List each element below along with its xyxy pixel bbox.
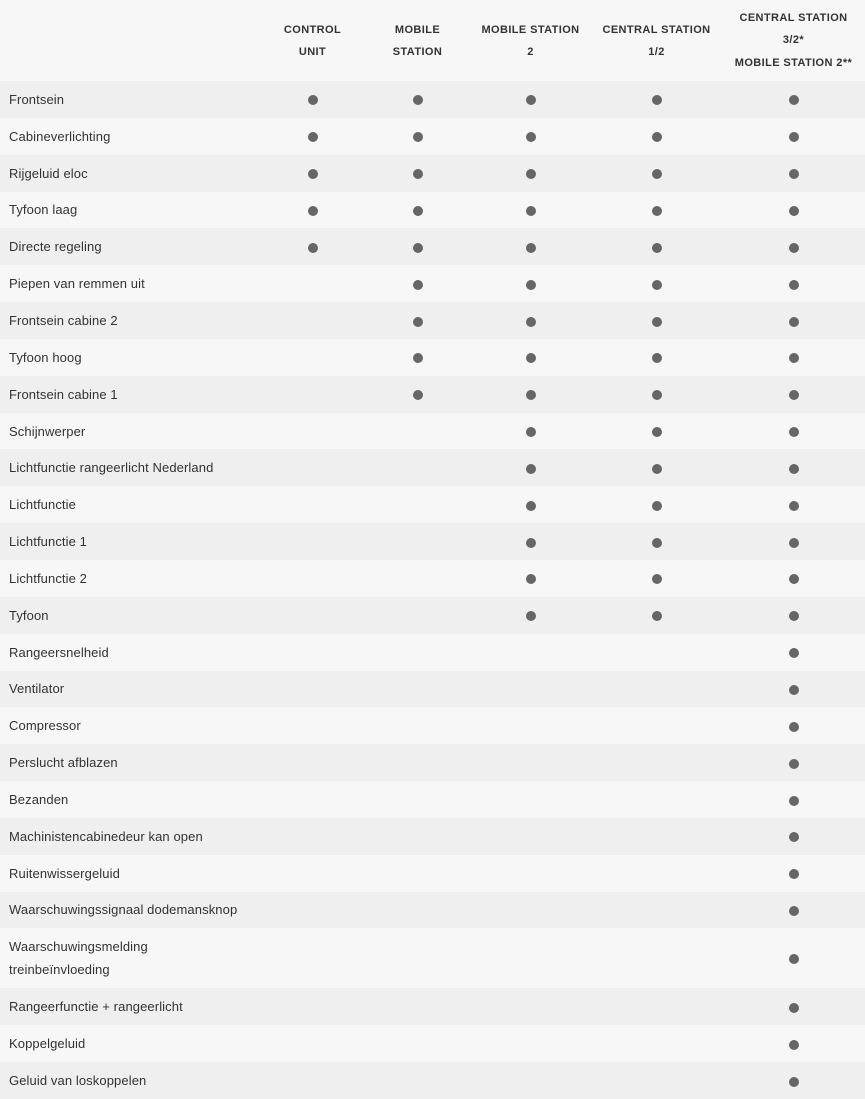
filled-circle-icon [526,169,536,179]
cell-central-station-1-2 [591,449,722,486]
cell-central-station-1-2 [591,855,722,892]
cell-mobile-station-2 [470,818,591,855]
cell-mobile-station-2 [470,634,591,671]
cell-central-station-1-2 [591,228,722,265]
cell-central-station-3-2 [722,744,865,781]
header-line: STATION [392,45,443,58]
table-row [0,892,865,929]
cell-central-station-3-2 [722,671,865,708]
feature-name: Rangeersnelheid [9,644,109,660]
filled-circle-icon [526,280,536,290]
cell-mobile-station [365,597,470,634]
feature-name: Lichtfunctie [9,497,76,513]
feature-name: Lichtfunctie rangeerlicht Nederland [9,460,214,476]
table-row [0,1062,865,1099]
cell-central-station-1-2 [591,560,722,597]
filled-circle-icon [413,169,423,179]
cell-central-station-1-2 [591,744,722,781]
header-control-unit [260,0,365,81]
filled-circle-icon [526,243,536,253]
feature-name: Frontsein cabine 2 [9,312,118,328]
cell-central-station-1-2 [591,634,722,671]
cell-mobile-station-2 [470,302,591,339]
cell-mobile-station-2 [470,81,591,118]
header-line: 2 [527,45,534,58]
cell-central-station-1-2 [591,1062,722,1099]
feature-name: Frontsein cabine 1 [9,386,118,402]
filled-circle-icon [789,538,799,548]
filled-circle-icon [789,317,799,327]
cell-mobile-station-2 [470,1025,591,1062]
cell-central-station-3-2 [722,339,865,376]
cell-control-unit [260,265,365,302]
cell-mobile-station-2 [470,597,591,634]
cell-mobile-station [365,228,470,265]
filled-circle-icon [789,1040,799,1050]
cell-central-station-3-2 [722,192,865,229]
filled-circle-icon [526,353,536,363]
filled-circle-icon [308,132,318,142]
filled-circle-icon [789,954,799,964]
cell-central-station-3-2 [722,818,865,855]
feature-name: Lichtfunctie 2 [9,570,88,586]
cell-control-unit [260,988,365,1025]
filled-circle-icon [652,353,662,363]
feature-name: Lichtfunctie 1 [9,534,88,550]
feature-name: Waarschuwingssignaal dodemansknop [9,902,238,918]
header-line: MOBILE [394,23,441,36]
filled-circle-icon [652,317,662,327]
table-row [0,449,865,486]
cell-control-unit [260,376,365,413]
filled-circle-icon [789,648,799,658]
cell-mobile-station-2 [470,988,591,1025]
cell-central-station-3-2 [722,560,865,597]
table-row [0,265,865,302]
cell-control-unit [260,855,365,892]
cell-control-unit [260,81,365,118]
cell-mobile-station [365,413,470,450]
cell-central-station-3-2 [722,707,865,744]
cell-mobile-station [365,81,470,118]
feature-name: Tyfoon laag [9,202,78,218]
cell-mobile-station [365,192,470,229]
cell-control-unit [260,155,365,192]
table-row [0,818,865,855]
cell-mobile-station [365,339,470,376]
cell-mobile-station [365,744,470,781]
cell-mobile-station [365,988,470,1025]
feature-name: Frontsein [9,91,65,107]
cell-mobile-station-2 [470,1062,591,1099]
table-row [0,228,865,265]
filled-circle-icon [413,353,423,363]
header-line: UNIT [298,45,327,58]
cell-central-station-3-2 [722,1025,865,1062]
cell-mobile-station-2 [470,155,591,192]
feature-name: Ruitenwissergeluid [9,865,120,881]
table-row [0,413,865,450]
filled-circle-icon [308,243,318,253]
header-line: MOBILE STATION 2** [734,56,853,69]
cell-central-station-3-2 [722,302,865,339]
filled-circle-icon [789,906,799,916]
cell-mobile-station [365,155,470,192]
cell-central-station-3-2 [722,413,865,450]
cell-control-unit [260,707,365,744]
cell-control-unit [260,818,365,855]
cell-central-station-1-2 [591,265,722,302]
filled-circle-icon [789,501,799,511]
cell-mobile-station [365,449,470,486]
filled-circle-icon [652,464,662,474]
cell-mobile-station-2 [470,118,591,155]
cell-control-unit [260,523,365,560]
cell-control-unit [260,560,365,597]
cell-central-station-3-2 [722,892,865,929]
filled-circle-icon [652,169,662,179]
filled-circle-icon [789,427,799,437]
cell-central-station-3-2 [722,449,865,486]
cell-mobile-station [365,707,470,744]
cell-mobile-station [365,560,470,597]
cell-control-unit [260,228,365,265]
feature-name-line: treinbeïnvloeding [9,962,110,978]
feature-name: Directe regeling [9,239,102,255]
table-row [0,192,865,229]
cell-mobile-station [365,486,470,523]
cell-central-station-3-2 [722,988,865,1025]
cell-central-station-3-2 [722,376,865,413]
feature-name: Ventilator [9,681,65,697]
cell-central-station-3-2 [722,928,865,988]
filled-circle-icon [789,611,799,621]
cell-mobile-station [365,634,470,671]
cell-mobile-station-2 [470,744,591,781]
cell-central-station-3-2 [722,118,865,155]
feature-name: Perslucht afblazen [9,755,118,771]
cell-central-station-3-2 [722,781,865,818]
cell-mobile-station-2 [470,265,591,302]
filled-circle-icon [789,574,799,584]
filled-circle-icon [789,464,799,474]
filled-circle-icon [526,132,536,142]
cell-control-unit [260,302,365,339]
cell-control-unit [260,892,365,929]
table-row [0,339,865,376]
feature-name: Cabineverlichting [9,128,111,144]
cell-mobile-station-2 [470,376,591,413]
cell-central-station-1-2 [591,339,722,376]
filled-circle-icon [413,243,423,253]
filled-circle-icon [652,390,662,400]
filled-circle-icon [526,317,536,327]
filled-circle-icon [652,95,662,105]
cell-mobile-station-2 [470,560,591,597]
filled-circle-icon [526,574,536,584]
cell-mobile-station [365,265,470,302]
table-row [0,155,865,192]
table-row [0,671,865,708]
cell-control-unit [260,449,365,486]
cell-control-unit [260,339,365,376]
feature-name: Tyfoon [9,607,49,623]
filled-circle-icon [789,1003,799,1013]
filled-circle-icon [789,169,799,179]
filled-circle-icon [413,206,423,216]
cell-central-station-1-2 [591,486,722,523]
table-row [0,118,865,155]
filled-circle-icon [308,169,318,179]
cell-mobile-station-2 [470,192,591,229]
filled-circle-icon [308,95,318,105]
filled-circle-icon [526,427,536,437]
cell-control-unit [260,597,365,634]
filled-circle-icon [652,427,662,437]
filled-circle-icon [789,390,799,400]
cell-mobile-station-2 [470,892,591,929]
filled-circle-icon [413,390,423,400]
header-central-station-1-2 [591,0,722,81]
cell-control-unit [260,928,365,988]
table-row [0,1025,865,1062]
feature-name [0,928,260,988]
table-row [0,560,865,597]
filled-circle-icon [789,796,799,806]
filled-circle-icon [789,243,799,253]
cell-central-station-1-2 [591,192,722,229]
filled-circle-icon [413,317,423,327]
table-row [0,855,865,892]
filled-circle-icon [789,832,799,842]
filled-circle-icon [789,353,799,363]
filled-circle-icon [652,243,662,253]
filled-circle-icon [413,280,423,290]
cell-central-station-3-2 [722,634,865,671]
table-row [0,81,865,118]
cell-mobile-station [365,376,470,413]
filled-circle-icon [526,611,536,621]
filled-circle-icon [413,132,423,142]
filled-circle-icon [789,722,799,732]
cell-mobile-station [365,523,470,560]
cell-central-station-1-2 [591,1025,722,1062]
table-row [0,928,865,988]
cell-control-unit [260,634,365,671]
cell-central-station-3-2 [722,597,865,634]
cell-central-station-1-2 [591,413,722,450]
cell-control-unit [260,744,365,781]
cell-mobile-station-2 [470,781,591,818]
cell-mobile-station [365,1062,470,1099]
cell-central-station-3-2 [722,81,865,118]
filled-circle-icon [789,1077,799,1087]
header-line: CENTRAL STATION [602,23,711,36]
table-row [0,634,865,671]
cell-mobile-station-2 [470,413,591,450]
table-row [0,302,865,339]
cell-control-unit [260,486,365,523]
cell-central-station-1-2 [591,988,722,1025]
cell-mobile-station [365,818,470,855]
filled-circle-icon [789,869,799,879]
feature-name: Bezanden [9,791,69,807]
filled-circle-icon [526,390,536,400]
table-row [0,744,865,781]
cell-control-unit [260,413,365,450]
filled-circle-icon [526,501,536,511]
cell-central-station-1-2 [591,302,722,339]
cell-central-station-3-2 [722,523,865,560]
table-row [0,781,865,818]
cell-central-station-3-2 [722,855,865,892]
cell-mobile-station [365,928,470,988]
filled-circle-icon [789,280,799,290]
cell-mobile-station-2 [470,486,591,523]
filled-circle-icon [652,501,662,511]
feature-name: Rijgeluid eloc [9,165,88,181]
filled-circle-icon [789,685,799,695]
filled-circle-icon [526,538,536,548]
cell-mobile-station-2 [470,339,591,376]
cell-central-station-1-2 [591,928,722,988]
filled-circle-icon [526,206,536,216]
cell-control-unit [260,1062,365,1099]
cell-mobile-station [365,671,470,708]
filled-circle-icon [308,206,318,216]
cell-mobile-station-2 [470,671,591,708]
cell-mobile-station [365,302,470,339]
filled-circle-icon [789,206,799,216]
cell-central-station-1-2 [591,81,722,118]
header-central-station-3-2 [722,0,865,81]
cell-central-station-1-2 [591,671,722,708]
header-line: 1/2 [648,45,665,58]
header-mobile-station [365,0,470,81]
table-row [0,486,865,523]
cell-mobile-station [365,855,470,892]
filled-circle-icon [652,206,662,216]
filled-circle-icon [526,464,536,474]
feature-name: Tyfoon hoog [9,349,82,365]
feature-name: Compressor [9,718,81,734]
table-row [0,597,865,634]
feature-name: Geluid van loskoppelen [9,1073,147,1089]
cell-central-station-3-2 [722,265,865,302]
cell-mobile-station-2 [470,449,591,486]
feature-name: Piepen van remmen uit [9,276,145,292]
filled-circle-icon [652,611,662,621]
cell-central-station-1-2 [591,118,722,155]
feature-name: Schijnwerper [9,423,86,439]
cell-mobile-station [365,781,470,818]
table-row [0,376,865,413]
cell-mobile-station [365,1025,470,1062]
cell-mobile-station-2 [470,855,591,892]
filled-circle-icon [526,95,536,105]
filled-circle-icon [652,132,662,142]
cell-mobile-station-2 [470,228,591,265]
filled-circle-icon [652,574,662,584]
table-row [0,988,865,1025]
cell-central-station-3-2 [722,1062,865,1099]
filled-circle-icon [789,132,799,142]
cell-mobile-station-2 [470,707,591,744]
table-row [0,707,865,744]
feature-name-line: Waarschuwingsmelding [9,939,148,955]
header-mobile-station-2 [470,0,591,81]
cell-central-station-1-2 [591,597,722,634]
header-line: CONTROL [283,23,342,36]
table-body [0,81,865,1099]
header-line: 3/2* [782,34,805,47]
cell-central-station-3-2 [722,486,865,523]
header-line: MOBILE STATION [481,23,580,36]
table-row [0,523,865,560]
cell-central-station-1-2 [591,707,722,744]
filled-circle-icon [652,538,662,548]
cell-mobile-station-2 [470,928,591,988]
cell-central-station-3-2 [722,228,865,265]
cell-mobile-station [365,118,470,155]
cell-control-unit [260,192,365,229]
cell-central-station-1-2 [591,155,722,192]
header-feature [0,0,260,81]
header-line: CENTRAL STATION [739,11,848,24]
filled-circle-icon [789,95,799,105]
cell-mobile-station [365,892,470,929]
cell-central-station-1-2 [591,892,722,929]
cell-control-unit [260,671,365,708]
filled-circle-icon [789,759,799,769]
cell-central-station-1-2 [591,376,722,413]
cell-mobile-station-2 [470,523,591,560]
cell-central-station-1-2 [591,818,722,855]
cell-central-station-1-2 [591,781,722,818]
feature-name: Rangeerfunctie + rangeerlicht [9,999,183,1015]
feature-name: Koppelgeluid [9,1036,86,1052]
cell-control-unit [260,118,365,155]
cell-central-station-1-2 [591,523,722,560]
filled-circle-icon [652,280,662,290]
header-row [0,0,865,81]
cell-central-station-3-2 [722,155,865,192]
filled-circle-icon [413,95,423,105]
cell-control-unit [260,1025,365,1062]
feature-name: Machinistencabinedeur kan open [9,828,203,844]
cell-control-unit [260,781,365,818]
